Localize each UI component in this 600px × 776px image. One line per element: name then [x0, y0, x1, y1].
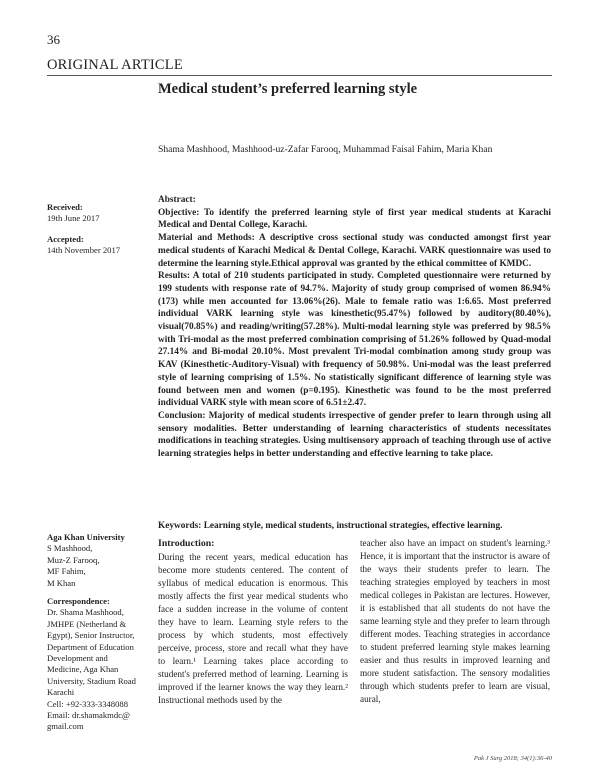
correspondence-line: JMHPE (Netherland &: [47, 618, 127, 629]
intro-left-column: [158, 537, 348, 707]
abstract-methods: Material and Methods: A descriptive cross sectional study was conducted amongst first year medical students of Karachi Medical & Dental College, Karachi. VARK questionnaire was used to determine the learning style.Ethical approval was granted by the ethical committee of KMDC.: [158, 233, 551, 269]
affiliation-name: S Mashhood,: [47, 543, 93, 554]
author-list: Shama Mashhood, Mashhood-uz-Zafar Farooq, Muhammad Faisal Fahim, Maria Khan: [158, 144, 493, 155]
dates-block: [47, 202, 147, 257]
correspondence-line: Cell: +92-333-3348088: [47, 698, 128, 709]
correspondence-line: Email: dr.shamakmdc@: [47, 710, 130, 721]
intro-right-text: teacher also have an impact on student's learning.³ Hence, it is important that the instructor is aware of the ways their students prefer to learn. The teaching strategies employed by teachers in most medical colleges in Pakistan are lectures. However, it is established that all students do not have the same learning style and they prefer to learn through different modes. Teaching strategies in accordance to student preferred learning style makes learning easier and thus results in improved learning and more student satisfaction. The sensory modalities through which students prefer to learn are visual, aural,: [360, 538, 550, 704]
correspondence-line: Karachi: [47, 687, 75, 698]
correspondence-line: University, Stadium Road: [47, 675, 136, 686]
header-rule: [47, 75, 552, 76]
page-number: 36: [47, 32, 60, 47]
section-heading: ORIGINAL ARTICLE: [47, 57, 183, 73]
correspondence-line: Development and: [47, 653, 108, 664]
correspondence-label: Correspondence:: [47, 596, 110, 606]
correspondence-block: [47, 596, 147, 733]
correspondence-line: Egypt), Senior Instructor,: [47, 630, 135, 641]
intro-right-column: [360, 537, 550, 706]
affiliation-block: [47, 532, 147, 589]
received-label: Received:: [47, 202, 83, 212]
affiliation-name: M Khan: [47, 577, 76, 588]
correspondence-line: gmail.com: [47, 721, 84, 732]
correspondence-line: Medicine, Aga Khan: [47, 664, 119, 675]
received-date: 19th June 2017: [47, 213, 100, 224]
abstract: [158, 194, 551, 461]
affiliation-name: MF Fahim,: [47, 566, 86, 577]
accepted-label: Accepted:: [47, 233, 84, 244]
abstract-heading: Abstract:: [158, 195, 196, 205]
journal-footer: Pak J Surg 2018; 34(1):36-40: [473, 755, 552, 762]
abstract-results: Results: A total of 210 students participated in study. Completed questionnaire were returned by 199 students with response rate of 94.7%. Majority of study group comprised of women 86.94%(173) while men accounted for 13.06%(26). Male to female ratio was 1:6.65. Most preferred individual VARK learning style was kinesthetic(95.47%) followed by auditory(80.40%), visual(70.85%) and reading/writing(57.28%). Multi-modal learning style was preferred by 98.5% with Tri-modal as the most preferred combination comprising of 51.26% followed by Quad-modal 27.14% and Bi-modal 20.10%. Most prevalent Tri-modal combination among study group was KAV (Kinesthetic-Auditory-Visual) with frequency of 50.98%. Uni-modal was the least preferred style of learning comprising of 1.5%. No statistically significant difference of learning style was found between men and women (p=0.195). Kinesthetic was found to be the most preferred individual VARK style with mean score of 6.51±2.47.: [158, 271, 551, 409]
accepted-date: 14th November 2017: [47, 245, 121, 256]
intro-left-text: During the recent years, medical education has become more students centered. The content of syllabus of medical education is enormous. This mostly affects the first year medical students who face a sudden increase in the volume of content they have to learn. Learning style refers to the process by which students, most effectively perceive, process, store and recall what they have to learn.¹ Learning takes place according to student's preferred method of learning. Learning is improved if the learner knows the way they learn.² Instructional methods used by the: [158, 552, 348, 705]
affiliation-name: Muz-Z Farooq,: [47, 554, 100, 565]
correspondence-line: Dr. Shama Mashhood,: [47, 607, 124, 618]
institution-name: Aga Khan University: [47, 532, 125, 542]
abstract-conclusion: Conclusion: Majority of medical students irrespective of gender prefer to learn through using all sensory modalities. Better understanding of learning characteristics of students necessitates modifications in teaching strategies. Using multisensory approach of teaching through use of active learning strategies helps in better understanding and effective learning to take place.: [158, 410, 551, 460]
correspondence-line: Department of Education: [47, 641, 134, 652]
article-title: Medical student’s preferred learning style: [158, 81, 418, 97]
keywords: Keywords: Learning style, medical students, instructional strategies, effective learning.: [158, 521, 503, 531]
abstract-objective: Objective: To identify the preferred learning style of first year medical students at Karachi Medical and Dental College, Karachi.: [158, 207, 551, 231]
intro-heading: Introduction:: [158, 538, 215, 549]
